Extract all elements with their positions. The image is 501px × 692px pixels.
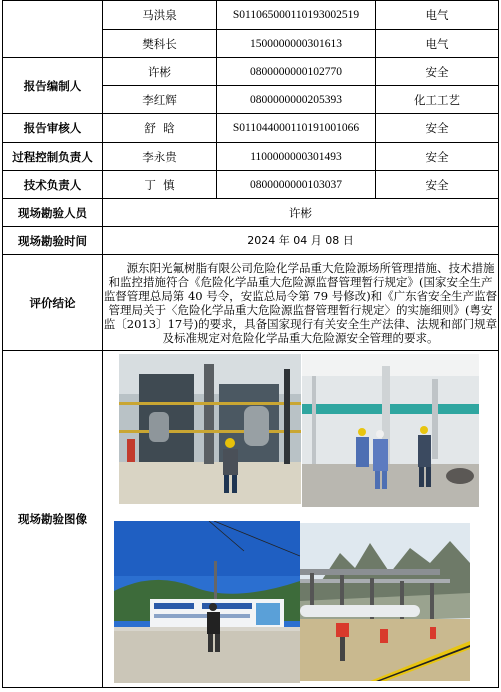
reviewer-label: 报告审核人 (3, 114, 103, 143)
continuation-label-cell (3, 1, 103, 58)
process-controller-label: 过程控制负责人 (3, 143, 103, 171)
pipe-rack-illustration (300, 523, 470, 681)
site-time-row (3, 227, 499, 255)
writer-name: 许彬 (103, 58, 217, 86)
staff-cert: S011065000110193002519 (217, 1, 376, 30)
assessment-table (2, 0, 499, 688)
evaluation-row (3, 255, 499, 351)
site-inspector-label: 现场勘验人员 (3, 199, 103, 227)
staff-name: 马洪泉 (103, 1, 217, 30)
technical-lead-row (3, 171, 499, 199)
photo-workers-hall (302, 354, 479, 507)
writer-cert: 0800000000102770 (217, 58, 376, 86)
evaluation-text (103, 255, 499, 351)
report-writer-row (3, 58, 499, 86)
evaluation-label: 评价结论 (3, 255, 103, 351)
plant-structure-illustration (119, 354, 301, 504)
reviewer-cert: S011044000110191001066 (217, 114, 376, 143)
reviewer-specialty: 安全 (376, 114, 499, 143)
site-inspector-value: 许彬 (103, 199, 499, 227)
writer-specialty: 安全 (376, 58, 499, 86)
site-time-value: 2024 年 04 月 08 日 (103, 227, 499, 255)
process-controller-name: 李永贵 (103, 143, 217, 171)
process-controller-cert: 1100000000301493 (217, 143, 376, 171)
site-time-label: 现场勘验时间 (3, 227, 103, 255)
staff-specialty: 电气 (376, 30, 499, 58)
workers-hall-illustration (302, 354, 479, 507)
reviewer-row (3, 114, 499, 143)
site-images-label: 现场勘验图像 (3, 351, 103, 688)
staff-specialty: 电气 (376, 1, 499, 30)
writer-name: 李红辉 (103, 86, 217, 114)
photo-pipe-rack (300, 523, 470, 681)
photo-billboard (114, 521, 300, 683)
writer-cert: 0800000000205393 (217, 86, 376, 114)
site-images-row (3, 351, 499, 688)
staff-name: 樊科长 (103, 30, 217, 58)
writer-specialty: 化工工艺 (376, 86, 499, 114)
billboard-illustration (114, 521, 300, 683)
technical-lead-cert: 0800000000103037 (217, 171, 376, 199)
site-inspector-row (3, 199, 499, 227)
evaluation-text-body: 源东阳光氟树脂有限公司危险化学品重大危险源场所管理措施、技术措施和监控措施符合《危险化学品重大危险源监督管理暂行规定》(国家安全生产监督管理总局第 40 号令，安监总局令第 79 号修改)和《广东省安全生产监督管理局关于〈危险化学品重大危险源监督管理暂行规定〉的实施细则》(粤安监〔2013〕17号)的要求，具备国家现行有关安全生产法律、法规和部门规章及标准规定对危险化学品重大危险源安全管理的要求。 (103, 260, 498, 345)
technical-lead-label: 技术负责人 (3, 171, 103, 199)
technical-lead-name: 丁 慎 (103, 171, 217, 199)
reviewer-name: 舒 晗 (103, 114, 217, 143)
site-images-cell (103, 351, 499, 688)
photo-plant-structure (119, 354, 301, 504)
staff-cert: 1500000000301613 (217, 30, 376, 58)
technical-lead-specialty: 安全 (376, 171, 499, 199)
report-writers-label: 报告编制人 (3, 58, 103, 114)
staff-row (3, 1, 499, 30)
process-controller-row (3, 143, 499, 171)
process-controller-specialty: 安全 (376, 143, 499, 171)
